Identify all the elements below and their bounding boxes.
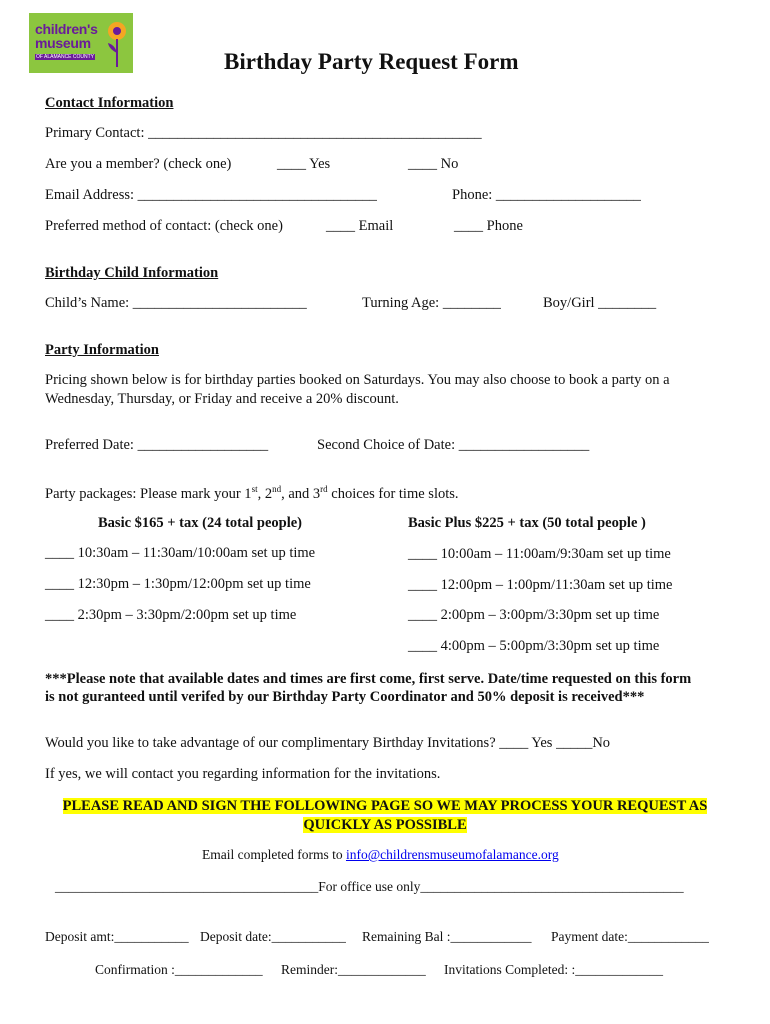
packages-text-b: , 2 [257,485,273,502]
deposit-amount-field[interactable]: Deposit amt:___________ [45,929,189,944]
packages-text-c: , and 3 [281,485,321,502]
sup-st: st [251,484,258,494]
preferred-date-field[interactable]: Preferred Date: __________________ [45,437,269,453]
section-heading-child: Birthday Child Information [45,265,219,281]
sup-nd: nd [272,484,282,494]
basic-slot-option[interactable]: ____ 10:30am – 11:30am/10:00am set up time [45,545,316,561]
invitations-info: If yes, we will contact you regarding information for the invitations. [45,766,441,782]
email-prefix-text: Email completed forms to [202,847,346,862]
plus-slot-option[interactable]: ____ 12:00pm – 1:00pm/11:30am set up time [408,577,673,593]
invitations-completed-field[interactable]: Invitations Completed: :_____________ [444,962,663,977]
pricing-text-line1: Pricing shown below is for birthday parties booked on Saturdays. You may also choose to book a party on a [45,372,670,388]
email-instructions [202,847,559,863]
contact-method-phone-option[interactable]: ____ Phone [454,218,523,234]
remaining-balance-field[interactable]: Remaining Bal :____________ [362,929,532,944]
member-no-option[interactable]: ____ No [408,156,459,172]
email-link[interactable]: info@childrensmuseumofalamance.org [345,847,559,862]
basic-package-heading: Basic $165 + tax (24 total people) [98,515,302,531]
child-name-field[interactable]: Child’s Name: ________________________ [45,295,307,311]
availability-note-line2: is not guranteed until verifed by our Birthday Party Coordinator and 50% deposit is received*** [45,689,645,705]
plus-slot-option[interactable]: ____ 10:00am – 11:00am/9:30am set up time [408,546,671,562]
contact-method-question: Preferred method of contact: (check one) [45,218,283,234]
basic-slot-option[interactable]: ____ 2:30pm – 3:30pm/2:00pm set up time [45,607,297,623]
invitations-question[interactable]: Would you like to take advantage of our complimentary Birthday Invitations? ____ Yes _____No [45,735,611,751]
payment-date-field[interactable]: Payment date:____________ [551,929,709,944]
gender-field[interactable]: Boy/Girl ________ [543,295,657,311]
deposit-date-field[interactable]: Deposit date:___________ [200,929,346,944]
confirmation-field[interactable]: Confirmation :_____________ [95,962,263,977]
second-choice-date-field[interactable]: Second Choice of Date: __________________ [317,437,590,453]
email-field[interactable]: Email Address: _________________________________ [45,187,377,203]
phone-field[interactable]: Phone: ____________________ [452,187,641,203]
member-yes-option[interactable]: ____ Yes [277,156,331,172]
office-use-divider: _______________________________________For office use only_______________________________________ [55,879,684,894]
basic-slot-option[interactable]: ____ 12:30pm – 1:30pm/12:00pm set up time [45,576,311,592]
packages-text-a: Party packages: Please mark your 1 [45,485,252,502]
logo-text-line3: OF ALAMANCE COUNTY [35,54,95,60]
contact-method-email-option[interactable]: ____ Email [326,218,394,234]
sign-following-page-notice [45,797,725,835]
section-heading-contact: Contact Information [45,95,174,111]
museum-logo [29,13,133,73]
plus-slot-option[interactable]: ____ 2:00pm – 3:00pm/3:30pm set up time [408,607,660,623]
turning-age-field[interactable]: Turning Age: ________ [362,295,501,311]
logo-text-line1: children's [35,21,98,37]
page-title: Birthday Party Request Form [224,49,519,74]
sup-rd: rd [320,484,328,494]
party-packages-instructions [45,484,459,503]
availability-note-line1: ***Please note that available dates and times are first come, first serve. Date/time requested on this form [45,671,692,687]
primary-contact-field[interactable]: Primary Contact: ______________________________________________ [45,125,482,141]
packages-text-d: choices for time slots. [327,485,459,502]
pricing-text-line2: Wednesday, Thursday, or Friday and receive a 20% discount. [45,391,399,407]
basic-plus-package-heading: Basic Plus $225 + tax (50 total people ) [408,515,646,531]
notice-line1: PLEASE READ AND SIGN THE FOLLOWING PAGE SO WE MAY PROCESS YOUR REQUEST AS [62,798,708,814]
sunflower-icon [105,19,129,69]
reminder-field[interactable]: Reminder:_____________ [281,962,426,977]
section-heading-party: Party Information [45,342,159,358]
plus-slot-option[interactable]: ____ 4:00pm – 5:00pm/3:30pm set up time [408,638,660,654]
notice-line2: QUICKLY AS POSSIBLE [303,817,467,833]
member-question: Are you a member? (check one) [45,156,232,172]
logo-text-line2: museum [35,35,91,51]
